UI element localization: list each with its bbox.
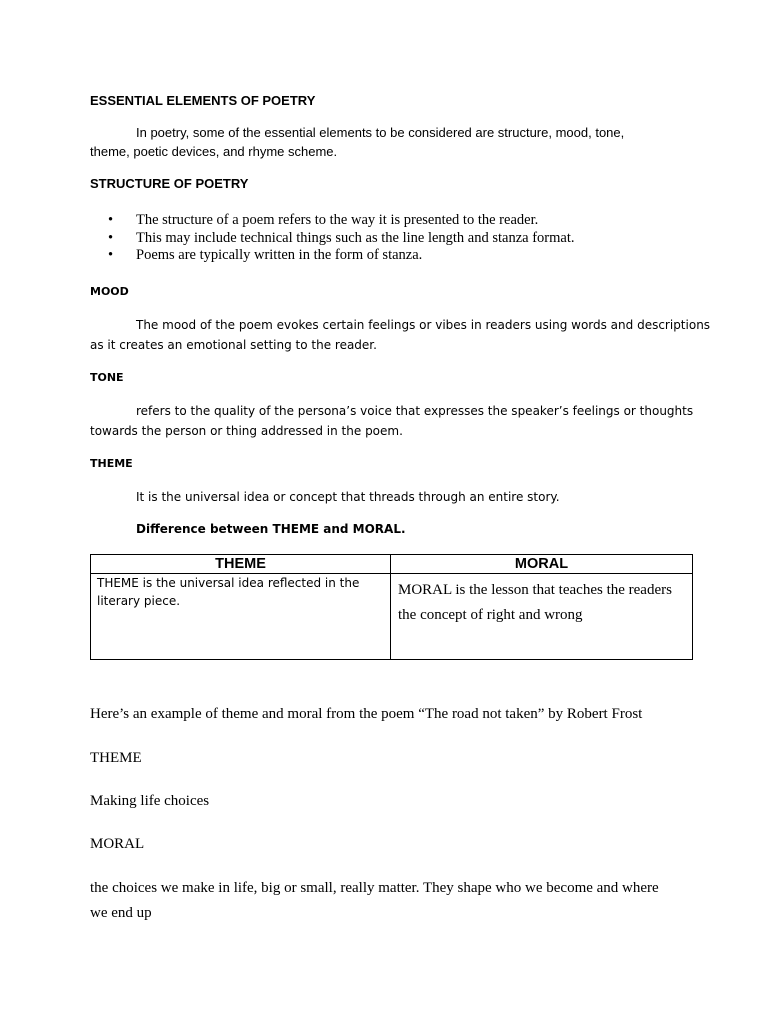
table-header-moral: MORAL [391,555,693,574]
moral-cell-line-1: MORAL is the lesson that teaches the readers [398,582,672,598]
moral-cell-line-2: the concept of right and wrong [398,607,583,623]
table-header-row [91,555,693,574]
bullet-glyph: • [108,229,114,246]
structure-bullet-list [108,212,575,265]
theme-heading: THEME [90,457,133,470]
mood-line-1: The mood of the poem evokes certain feelings or vibes in readers using words and descriptions [136,318,711,332]
example-moral-label: MORAL [90,836,145,852]
tone-line-1: refers to the quality of the persona’s voice that expresses the speaker’s feelings or thoughts [136,404,694,418]
example-theme-label: THEME [90,750,142,766]
bullet-glyph: • [108,212,114,228]
list-item [108,212,575,230]
theme-moral-table [90,554,693,660]
example-theme-value: Making life choices [90,793,210,809]
intro-line-1: In poetry, some of the essential elements to be considered are structure, mood, tone, [136,125,625,140]
example-moral-line-2: we end up [90,905,152,921]
table-row [91,574,693,660]
mood-line-2: as it creates an emotional setting to the reader. [90,338,377,352]
theme-cell: THEME is the universal idea reflected in the literary piece. [91,574,391,660]
moral-cell [391,574,693,660]
difference-heading: Difference between THEME and MORAL. [136,522,406,536]
table-header-theme: THEME [91,555,391,574]
list-item [108,230,575,248]
list-item-text: The structure of a poem refers to the way it is presented to the reader. [136,212,539,228]
example-moral-line-1: the choices we make in life, big or small, really matter. They shape who we become and where [90,880,659,896]
tone-line-2: towards the person or thing addressed in the poem. [90,424,403,438]
tone-heading: TONE [90,371,124,384]
mood-heading: MOOD [90,285,129,298]
list-item-text: This may include technical things such as the line length and stanza format. [136,229,575,246]
document-title: ESSENTIAL ELEMENTS OF POETRY [90,93,316,108]
example-intro: Here’s an example of theme and moral from the poem “The road not taken” by Robert Frost [90,706,643,722]
theme-definition: It is the universal idea or concept that threads through an entire story. [136,490,560,504]
bullet-glyph: • [108,247,114,263]
list-item [108,247,575,265]
list-item-text: Poems are typically written in the form of stanza. [136,247,423,263]
intro-line-2: theme, poetic devices, and rhyme scheme. [90,144,338,159]
structure-heading: STRUCTURE OF POETRY [90,176,249,191]
